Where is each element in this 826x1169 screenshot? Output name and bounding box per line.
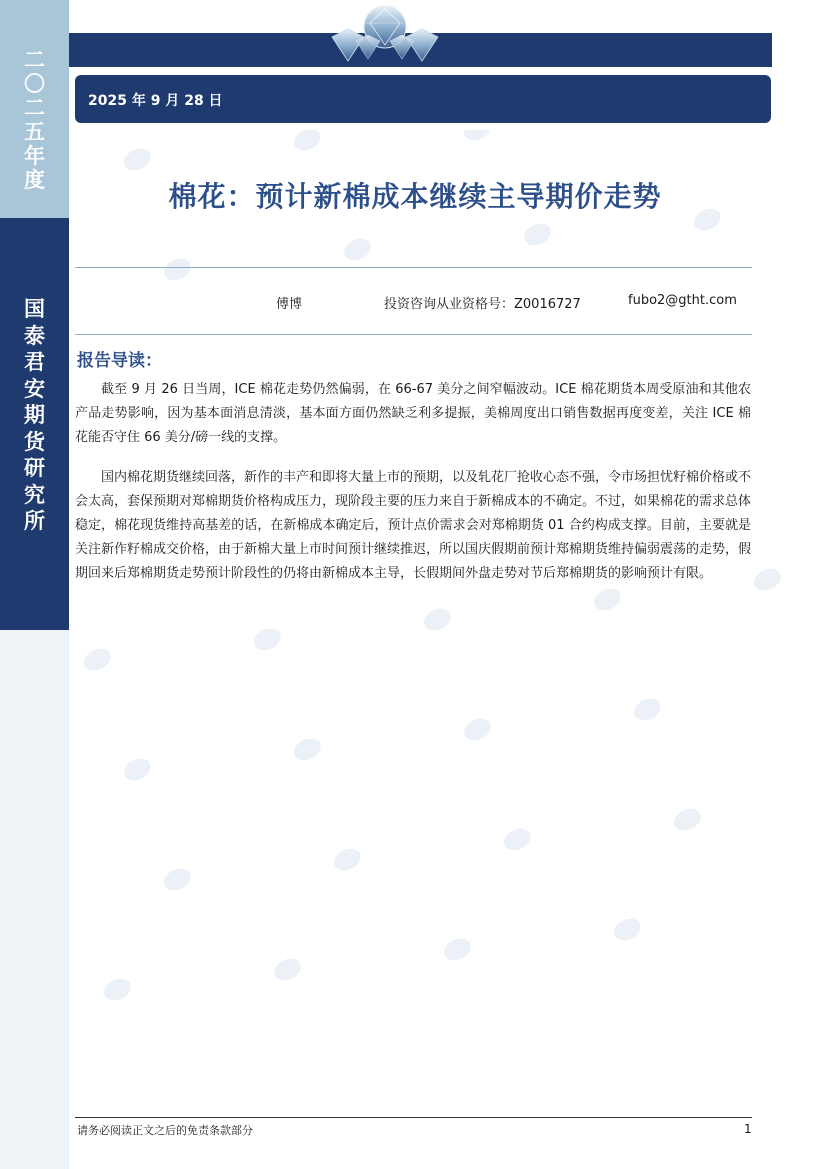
year-char: 年 — [24, 144, 45, 168]
paragraph-1: 截至 9 月 26 日当周，ICE 棉花走势仍然偏弱，在 66-67 美分之间窄幅波动。ICE 棉花期货本周受原油和其他农产品走势影响，因为基本面消息清淡，基本面方面仍然缺乏利多提振，美棉周度出口销售数据再度变差，关注 ICE 棉花能否守住 66 美分/磅一线的支撑。 — [75, 382, 751, 445]
institute-char: 君 — [24, 350, 45, 374]
year-char: 度 — [24, 168, 45, 192]
author-email[interactable]: fubo2@gtht.com — [628, 293, 737, 308]
divider-top — [75, 267, 752, 268]
institute-char: 究 — [24, 482, 45, 507]
divider-bottom — [75, 334, 752, 335]
author-name: 傅博 — [276, 297, 303, 312]
disclaimer-note: 请务必阅读正文之后的免责条款部分 — [77, 1124, 253, 1137]
paragraph-2: 国内棉花期货继续回落，新作的丰产和即将大量上市的预期，以及轧花厂抢收心态不强，令市场担忧籽棉价格或不会太高，套保预期对郑棉期货价格构成压力，现阶段主要的压力来自于新棉成本的不确定。不过，如果棉花的需求总体稳定，棉花现货维持高基差的话，在新棉成本确定后，预计点价需求会对郑棉期货 01 合约构成支撑。目前，主要就是关注新作籽棉成交价格，由于新棉大量上市时间预计继续推迟，所以国庆假期前预计郑棉期货维持偏弱震荡的走势，假期回来后郑棉期货走势预计阶段性的仍将由新棉成本主导，长假期间外盘走势对节后郑棉期货的影响预计有限。 — [75, 470, 752, 581]
institute-char: 国 — [24, 297, 45, 321]
report-date: 2025 年 9 月 28 日 — [88, 93, 223, 109]
year-char: 二 — [24, 48, 45, 72]
institute-char: 货 — [24, 429, 45, 454]
institute-char: 安 — [24, 376, 45, 401]
year-char: 五 — [24, 120, 45, 144]
institute-char: 期 — [24, 403, 45, 427]
institute-char: 泰 — [24, 323, 45, 348]
sidebar-institute-vertical — [0, 296, 69, 535]
sidebar-bottom-band — [0, 630, 69, 1169]
year-char: 〇 — [24, 72, 45, 96]
page-number: 1 — [744, 1122, 752, 1136]
sidebar-year-vertical — [0, 48, 69, 192]
footer-divider — [75, 1117, 752, 1118]
report-title: 棉花：预计新棉成本继续主导期价走势 — [168, 180, 662, 213]
section-heading: 报告导读： — [77, 351, 162, 371]
institute-char: 所 — [24, 509, 45, 533]
license-number: 投资咨询从业资格号：Z0016727 — [384, 297, 581, 312]
year-char: 二 — [24, 96, 45, 120]
watermark-pattern — [69, 130, 826, 1110]
institute-char: 研 — [24, 456, 45, 480]
diamond-logo-icon — [322, 3, 448, 65]
